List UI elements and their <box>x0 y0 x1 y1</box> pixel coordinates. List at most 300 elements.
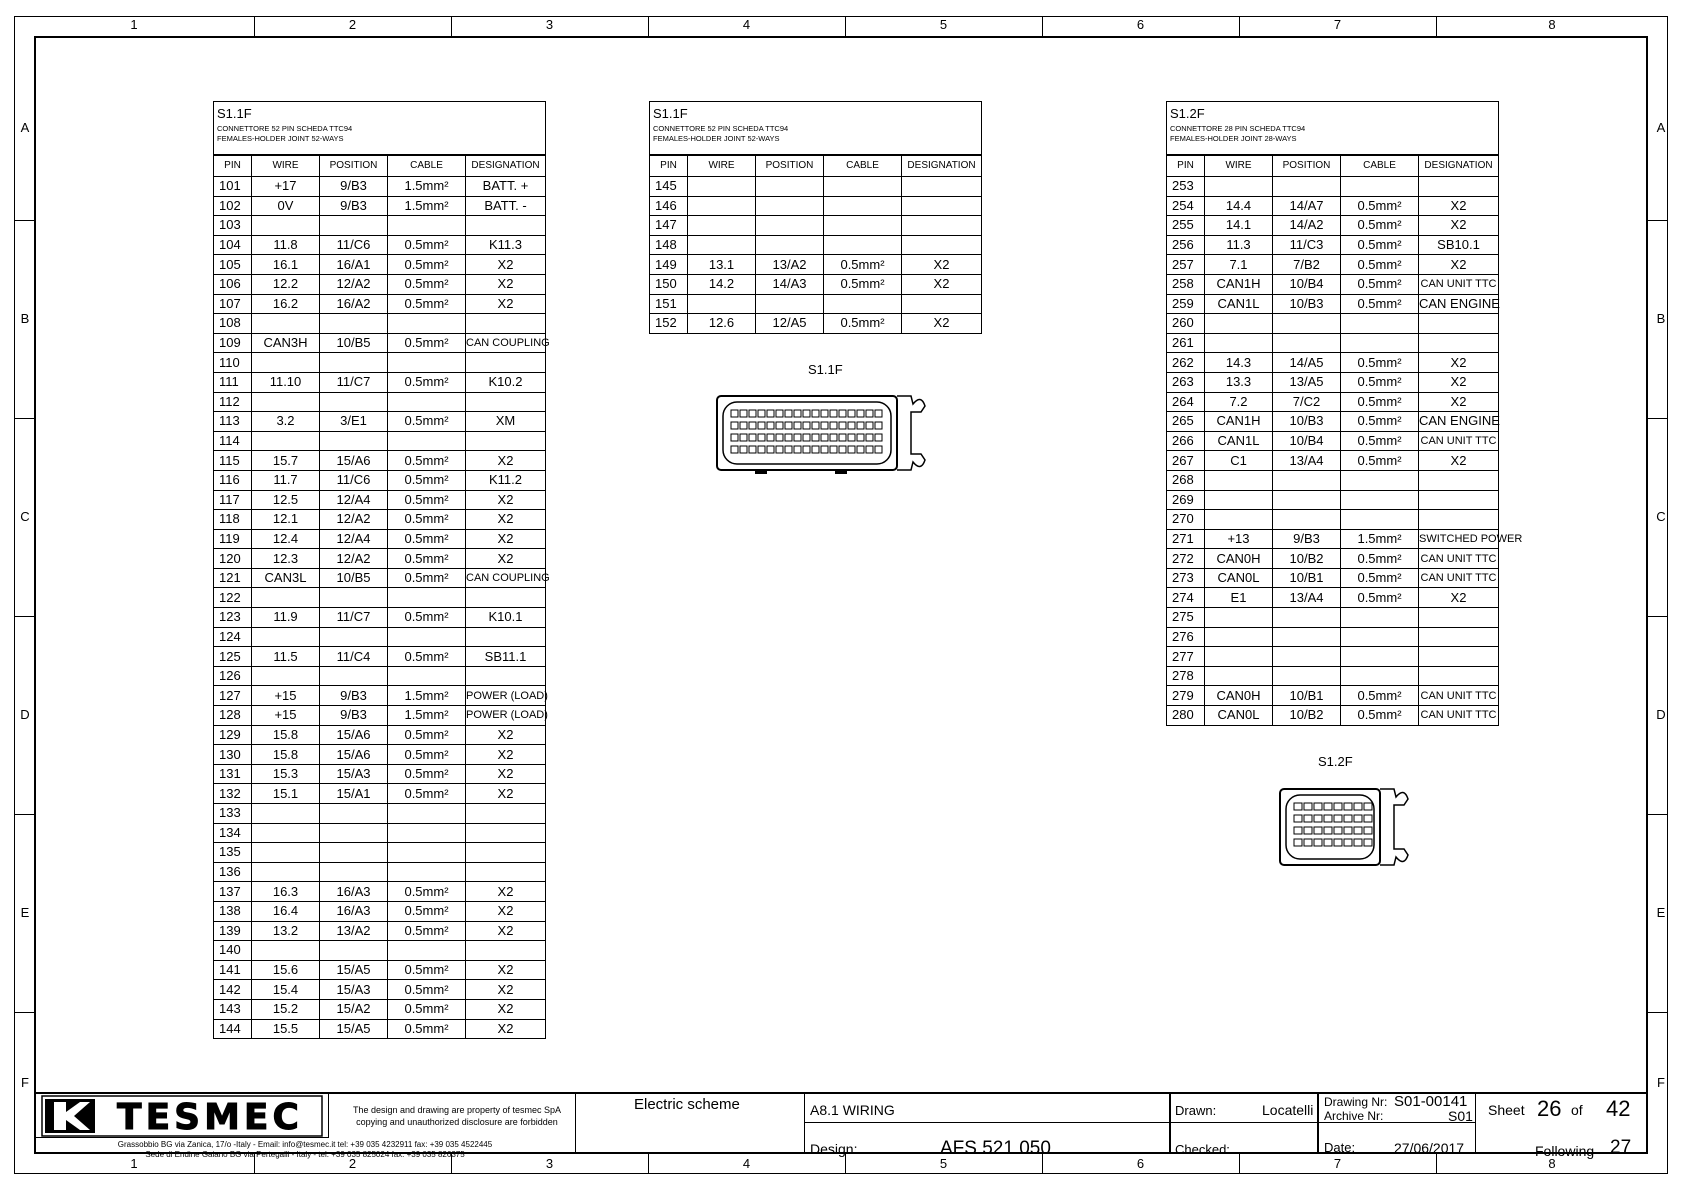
position-cell <box>320 392 388 412</box>
pin-cell: 121 <box>214 568 252 588</box>
designation-cell: X2 <box>466 725 546 745</box>
table-subtitle-line-1: CONNETTORE 28 PIN SCHEDA TTC94 <box>1170 124 1306 133</box>
pin-cell: 261 <box>1167 333 1205 353</box>
position-cell: 9/B3 <box>320 686 388 706</box>
position-cell: 10/B5 <box>320 333 388 353</box>
wire-cell: 11.5 <box>252 647 320 667</box>
designation-cell: X2 <box>466 451 546 471</box>
pin-cavity <box>803 434 810 441</box>
wire-cell: CAN3L <box>252 568 320 588</box>
table-row <box>1167 216 1499 236</box>
column-zone-label: 7 <box>1333 17 1342 32</box>
position-cell <box>756 177 824 197</box>
pin-cell: 117 <box>214 490 252 510</box>
pin-cell: 255 <box>1167 216 1205 236</box>
position-cell: 16/A3 <box>320 901 388 921</box>
cable-cell: 0.5mm² <box>388 608 466 628</box>
pin-cell: 145 <box>650 177 688 197</box>
wire-cell: 0V <box>252 196 320 216</box>
wire-cell: 14.3 <box>1205 353 1273 373</box>
cable-cell <box>1341 490 1419 510</box>
wire-cell: 15.6 <box>252 960 320 980</box>
row-zone-label: C <box>1656 509 1666 524</box>
designation-cell <box>466 216 546 236</box>
cable-cell: 0.5mm² <box>1341 568 1419 588</box>
cable-cell: 0.5mm² <box>388 960 466 980</box>
pin-cavity <box>1294 815 1302 822</box>
cable-cell: 0.5mm² <box>1341 412 1419 432</box>
column-header: PIN <box>1167 156 1205 177</box>
designation-cell: K11.2 <box>466 470 546 490</box>
wire-cell: +13 <box>1205 529 1273 549</box>
wire-cell: 12.1 <box>252 510 320 530</box>
wire-cell: 11.3 <box>1205 235 1273 255</box>
pin-cavity <box>776 446 783 453</box>
pin-cavity <box>1344 839 1352 846</box>
pin-cavity <box>1334 815 1342 822</box>
table-row <box>1167 431 1499 451</box>
wire-cell: 12.2 <box>252 274 320 294</box>
pin-cavity <box>1334 839 1342 846</box>
position-cell: 12/A5 <box>756 314 824 334</box>
pin-cavity <box>767 410 774 417</box>
cable-cell: 0.5mm² <box>388 980 466 1000</box>
wire-cell <box>252 588 320 608</box>
cable-cell: 0.5mm² <box>388 568 466 588</box>
designation-cell <box>902 235 982 255</box>
position-cell: 11/C7 <box>320 608 388 628</box>
table-row <box>214 960 546 980</box>
position-cell: 13/A4 <box>1273 451 1341 471</box>
designation-cell: X2 <box>466 490 546 510</box>
position-cell: 15/A5 <box>320 1019 388 1039</box>
pin-cell: 120 <box>214 549 252 569</box>
zone-tick <box>1042 16 1043 36</box>
table-row <box>214 451 546 471</box>
position-cell: 16/A3 <box>320 882 388 902</box>
pin-cavity <box>1354 827 1362 834</box>
wire-cell <box>252 627 320 647</box>
cable-cell: 0.5mm² <box>824 255 902 275</box>
wire-cell: CAN1H <box>1205 412 1273 432</box>
position-cell: 10/B2 <box>1273 706 1341 726</box>
wire-cell <box>688 216 756 236</box>
pin-cell: 127 <box>214 686 252 706</box>
cable-cell <box>388 843 466 863</box>
wire-cell: 12.6 <box>688 314 756 334</box>
column-zone-label: 6 <box>1136 1156 1145 1171</box>
wire-cell: 12.5 <box>252 490 320 510</box>
position-cell: 12/A2 <box>320 274 388 294</box>
position-cell: 11/C6 <box>320 235 388 255</box>
designation-cell <box>1419 177 1499 197</box>
column-zone-label: 8 <box>1548 17 1556 32</box>
pin-cavity <box>1294 827 1302 834</box>
designation-cell <box>902 216 982 236</box>
cable-cell <box>388 823 466 843</box>
designation-cell: X2 <box>466 510 546 530</box>
designation-cell: X2 <box>466 901 546 921</box>
position-cell: 15/A2 <box>320 999 388 1019</box>
table-title-block <box>1166 101 1499 155</box>
position-cell: 3/E1 <box>320 412 388 432</box>
designation-cell <box>466 666 546 686</box>
zone-tick <box>1239 1154 1240 1174</box>
table-row <box>1167 627 1499 647</box>
pin-cell: 132 <box>214 784 252 804</box>
position-cell: 12/A4 <box>320 490 388 510</box>
designation-cell <box>466 314 546 334</box>
position-cell: 15/A1 <box>320 784 388 804</box>
column-zone-label: 5 <box>939 1156 948 1171</box>
pin-cell: 270 <box>1167 510 1205 530</box>
zone-tick <box>1648 814 1668 815</box>
position-cell <box>320 216 388 236</box>
pin-cavity <box>731 422 738 429</box>
cable-cell <box>824 196 902 216</box>
table-row <box>214 882 546 902</box>
designation-cell: X2 <box>466 1019 546 1039</box>
zone-tick <box>14 220 34 221</box>
pin-cavity <box>830 422 837 429</box>
cable-cell <box>824 216 902 236</box>
wire-cell: CAN1H <box>1205 274 1273 294</box>
table-row <box>1167 372 1499 392</box>
wire-cell <box>1205 608 1273 628</box>
cable-cell <box>824 294 902 314</box>
cable-cell: 0.5mm² <box>1341 686 1419 706</box>
connector-s1-2f-drawing <box>1278 785 1414 869</box>
pin-cell: 253 <box>1167 177 1205 197</box>
pin-cell: 267 <box>1167 451 1205 471</box>
cable-cell <box>388 862 466 882</box>
position-cell <box>320 804 388 824</box>
pin-cavity <box>803 446 810 453</box>
position-cell: 15/A6 <box>320 451 388 471</box>
pin-cavity <box>749 422 756 429</box>
position-cell <box>756 235 824 255</box>
pin-cavity <box>866 422 873 429</box>
designation-cell: X2 <box>1419 353 1499 373</box>
designation-cell: X2 <box>1419 216 1499 236</box>
designation-cell <box>466 392 546 412</box>
position-cell: 14/A5 <box>1273 353 1341 373</box>
pin-cell: 146 <box>650 196 688 216</box>
pin-cavity <box>839 422 846 429</box>
wire-cell <box>252 823 320 843</box>
pin-cell: 278 <box>1167 666 1205 686</box>
pin-cavity <box>749 434 756 441</box>
table-row <box>1167 647 1499 667</box>
pin-cell: 271 <box>1167 529 1205 549</box>
pin-cell: 263 <box>1167 372 1205 392</box>
column-header: WIRE <box>1205 156 1273 177</box>
table-subtitle-line-2: FEMALES-HOLDER JOINT 28-WAYS <box>1170 134 1297 143</box>
table-subtitle-line-2: FEMALES-HOLDER JOINT 52-WAYS <box>217 134 344 143</box>
wire-cell: 15.2 <box>252 999 320 1019</box>
designation-cell: X2 <box>466 999 546 1019</box>
cable-cell: 0.5mm² <box>1341 706 1419 726</box>
position-cell: 11/C7 <box>320 372 388 392</box>
pin-cell: 129 <box>214 725 252 745</box>
wire-cell <box>252 353 320 373</box>
pin-cavity <box>821 434 828 441</box>
position-cell <box>320 627 388 647</box>
pin-cavity <box>740 446 747 453</box>
designation-cell: CAN COUPLING <box>466 333 546 353</box>
position-cell <box>1273 314 1341 334</box>
designation-cell: X2 <box>466 549 546 569</box>
position-cell <box>1273 333 1341 353</box>
pin-cavity <box>767 446 774 453</box>
logo-text: TESMEC <box>117 1097 303 1138</box>
pin-cavity <box>749 410 756 417</box>
wire-cell <box>252 862 320 882</box>
pin-cavity <box>875 434 882 441</box>
wire-cell: 14.1 <box>1205 216 1273 236</box>
designation-cell: SB10.1 <box>1419 235 1499 255</box>
pin-cell: 259 <box>1167 294 1205 314</box>
pin-cavity <box>830 446 837 453</box>
table-header-row <box>214 156 546 177</box>
designation-cell: XM <box>466 412 546 432</box>
designation-cell <box>1419 510 1499 530</box>
table-row <box>214 490 546 510</box>
pin-cavity <box>1314 827 1322 834</box>
column-header: DESIGNATION <box>902 156 982 177</box>
pin-cell: 111 <box>214 372 252 392</box>
wire-cell: 11.10 <box>252 372 320 392</box>
position-cell: 9/B3 <box>1273 529 1341 549</box>
table-row <box>1167 608 1499 628</box>
position-cell: 15/A6 <box>320 725 388 745</box>
row-zone-label: B <box>1656 311 1666 326</box>
designation-cell: X2 <box>466 274 546 294</box>
position-cell: 15/A5 <box>320 960 388 980</box>
pin-cavity <box>1304 803 1312 810</box>
designation-cell: SB11.1 <box>466 647 546 667</box>
pin-cavity <box>848 410 855 417</box>
designation-cell: X2 <box>1419 451 1499 471</box>
wire-cell: 11.7 <box>252 470 320 490</box>
designation-cell <box>1419 647 1499 667</box>
pin-cell: 276 <box>1167 627 1205 647</box>
wire-cell <box>252 843 320 863</box>
pin-cavity <box>776 410 783 417</box>
cable-cell: 0.5mm² <box>388 510 466 530</box>
wire-cell <box>1205 647 1273 667</box>
position-cell: 12/A2 <box>320 510 388 530</box>
cable-cell: 1.5mm² <box>388 177 466 197</box>
pin-cavity <box>767 434 774 441</box>
pin-cavity <box>839 410 846 417</box>
position-cell: 10/B1 <box>1273 686 1341 706</box>
cable-cell: 0.5mm² <box>1341 216 1419 236</box>
pin-cavity <box>812 434 819 441</box>
table-subtitle <box>653 124 788 144</box>
table-title: S1.1F <box>653 106 688 121</box>
pin-cavity <box>731 434 738 441</box>
cable-cell <box>824 235 902 255</box>
table-row <box>1167 470 1499 490</box>
pin-cavity <box>848 422 855 429</box>
wire-cell <box>252 941 320 961</box>
pin-cavity <box>758 410 765 417</box>
column-zone-label: 1 <box>130 1156 138 1171</box>
pin-cell: 262 <box>1167 353 1205 373</box>
pin-cavity <box>866 410 873 417</box>
wire-cell <box>252 666 320 686</box>
pin-cell: 279 <box>1167 686 1205 706</box>
pin-cell: 143 <box>214 999 252 1019</box>
pin-cavity <box>785 410 792 417</box>
cable-cell: 0.5mm² <box>388 235 466 255</box>
cable-cell: 0.5mm² <box>1341 431 1419 451</box>
table-subtitle <box>1170 124 1305 144</box>
pin-cell: 260 <box>1167 314 1205 334</box>
pin-cell: 136 <box>214 862 252 882</box>
row-zone-label: D <box>20 707 30 722</box>
position-cell: 14/A3 <box>756 274 824 294</box>
position-cell: 11/C3 <box>1273 235 1341 255</box>
following-label: Following <box>1535 1143 1595 1159</box>
wire-cell: C1 <box>1205 451 1273 471</box>
pin-cavity <box>785 446 792 453</box>
table-row <box>214 353 546 373</box>
pin-cell: 133 <box>214 804 252 824</box>
pin-cell: 122 <box>214 588 252 608</box>
pin-cavity <box>848 446 855 453</box>
position-cell <box>320 666 388 686</box>
wire-cell <box>1205 666 1273 686</box>
cable-cell <box>1341 627 1419 647</box>
row-zone-label: A <box>1656 120 1666 135</box>
position-cell <box>756 196 824 216</box>
pin-table <box>1166 155 1523 726</box>
pin-cell: 107 <box>214 294 252 314</box>
cable-cell: 0.5mm² <box>824 274 902 294</box>
column-header: PIN <box>650 156 688 177</box>
pin-cell: 139 <box>214 921 252 941</box>
cable-cell: 0.5mm² <box>824 314 902 334</box>
wire-cell: 13.1 <box>688 255 756 275</box>
cable-cell <box>388 353 466 373</box>
zone-tick <box>14 418 34 419</box>
table-row <box>214 255 546 275</box>
position-cell <box>1273 627 1341 647</box>
pin-cavity <box>1304 839 1312 846</box>
position-cell <box>1273 608 1341 628</box>
pin-cavity <box>1304 815 1312 822</box>
zone-tick <box>14 616 34 617</box>
position-cell: 11/C4 <box>320 647 388 667</box>
position-cell <box>1273 666 1341 686</box>
property-notice <box>340 1104 574 1128</box>
designation-cell <box>1419 470 1499 490</box>
pin-cavity <box>857 410 864 417</box>
pin-cell: 102 <box>214 196 252 216</box>
cable-cell <box>824 177 902 197</box>
pin-cavity <box>1314 839 1322 846</box>
pin-cavity <box>758 434 765 441</box>
address-line-1: Grassobbio BG via Zanica, 17/o -Italy - Email: info@tesmec.it tel: +39 035 4232911 fax: +39 035 4522445 <box>117 1140 493 1149</box>
checked-label: Checked: <box>1175 1142 1230 1157</box>
cable-cell: 0.5mm² <box>388 647 466 667</box>
cable-cell: 0.5mm² <box>388 882 466 902</box>
table-row <box>1167 490 1499 510</box>
designation-cell <box>466 823 546 843</box>
position-cell <box>320 353 388 373</box>
cable-cell: 1.5mm² <box>1341 529 1419 549</box>
designation-cell <box>466 627 546 647</box>
sheet-value: 26 <box>1537 1096 1562 1121</box>
table-row <box>1167 177 1499 197</box>
pin-cavity <box>857 446 864 453</box>
cable-cell <box>388 627 466 647</box>
cable-cell: 1.5mm² <box>388 686 466 706</box>
table-row <box>214 177 546 197</box>
pin-cell: 125 <box>214 647 252 667</box>
table-row <box>650 314 982 334</box>
cable-cell: 0.5mm² <box>1341 588 1419 608</box>
pin-cavity <box>794 410 801 417</box>
pin-cavity <box>785 422 792 429</box>
pin-cavity <box>830 434 837 441</box>
pin-cavity <box>767 422 774 429</box>
position-cell <box>1273 470 1341 490</box>
designation-cell: X2 <box>1419 196 1499 216</box>
pin-cavity <box>803 422 810 429</box>
table-row <box>214 921 546 941</box>
designation-cell <box>466 862 546 882</box>
cable-cell: 1.5mm² <box>388 706 466 726</box>
pin-cell: 265 <box>1167 412 1205 432</box>
designation-cell <box>466 588 546 608</box>
table-row <box>214 372 546 392</box>
column-header: CABLE <box>824 156 902 177</box>
archive-nr-value: S01 <box>1448 1108 1473 1124</box>
wire-cell <box>688 177 756 197</box>
wire-cell: 15.4 <box>252 980 320 1000</box>
table-row <box>214 314 546 334</box>
cable-cell: 0.5mm² <box>388 490 466 510</box>
cable-cell <box>388 666 466 686</box>
designation-cell <box>902 196 982 216</box>
pin-cell: 144 <box>214 1019 252 1039</box>
designation-cell: CAN UNIT TTC <box>1419 274 1499 294</box>
designation-cell <box>1419 666 1499 686</box>
table-row <box>1167 235 1499 255</box>
column-header: DESIGNATION <box>1419 156 1499 177</box>
table-header-row <box>1167 156 1499 177</box>
cable-cell: 0.5mm² <box>1341 392 1419 412</box>
table-title-block <box>213 101 546 155</box>
address-line-2: Sede di Endine Gaiano BG via Pertegalli - Italy - tel: +39 035 825024 fax: +39 035 826375 <box>145 1150 465 1159</box>
column-header: WIRE <box>688 156 756 177</box>
pin-cavity <box>1324 803 1332 810</box>
table-row <box>1167 529 1499 549</box>
table-header-row <box>650 156 982 177</box>
cable-cell: 0.5mm² <box>388 333 466 353</box>
pin-cell: 119 <box>214 529 252 549</box>
pin-cell: 130 <box>214 745 252 765</box>
cable-cell: 0.5mm² <box>388 549 466 569</box>
table-row <box>214 333 546 353</box>
pin-cell: 137 <box>214 882 252 902</box>
pin-cavity <box>875 410 882 417</box>
table-row <box>1167 706 1499 726</box>
pin-cell: 258 <box>1167 274 1205 294</box>
